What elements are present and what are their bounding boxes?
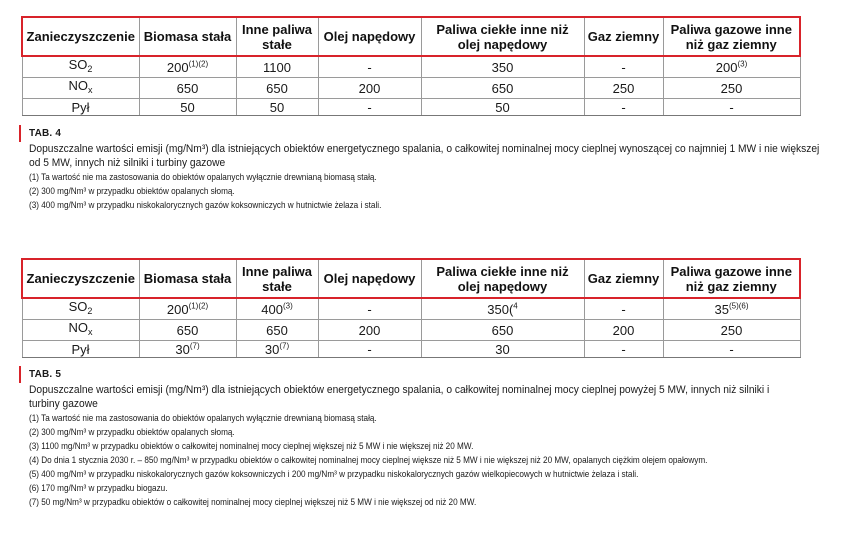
- table5-title: TAB. 5: [29, 369, 62, 380]
- cell-value: -: [621, 301, 626, 317]
- footnote-ref: (7): [189, 341, 200, 351]
- cell-value: 650: [266, 322, 288, 338]
- value-cell: [236, 298, 318, 320]
- pollutant-cell: [22, 320, 139, 341]
- value-cell: [663, 99, 800, 116]
- value-cell: [139, 78, 236, 99]
- footnote-ref: (1)(2): [188, 301, 209, 311]
- pollutant-cell: [22, 341, 139, 358]
- value-cell: [139, 56, 236, 78]
- emission-table-4: [21, 16, 801, 116]
- cell-value: 30: [175, 341, 190, 357]
- cell-value: -: [367, 99, 372, 115]
- cell-value: 250: [720, 80, 743, 96]
- value-cell: [236, 341, 318, 358]
- value-cell: [421, 341, 584, 358]
- header-liquid-fuels: Paliwa ciekłe inne niż olej napędowy: [421, 17, 584, 56]
- footnote: (6) 170 mg/Nm³ w przypadku biogazu.: [29, 483, 168, 494]
- table-row: [22, 341, 800, 358]
- table5-caption: [21, 369, 821, 510]
- table4-caption: [21, 128, 821, 213]
- footnote: (1) Ta wartość nie ma zastosowania do obiektów opalanych wyłącznie drewnianą biomasą stałą.: [29, 413, 377, 424]
- cell-value: 650: [491, 80, 514, 96]
- value-cell: [421, 56, 584, 78]
- footnote-ref: (1)(2): [188, 59, 209, 69]
- footnote: (3) 400 mg/Nm³ w przypadku niskokalorycznych gazów koksowniczych w hutnictwie żelaza i stali.: [29, 200, 382, 211]
- header-solid-biomass: Biomasa stała: [139, 259, 236, 298]
- header-other-gaseous-fuels: Paliwa gazowe inne niż gaz ziemny: [663, 17, 800, 56]
- value-cell: [663, 341, 800, 358]
- header-other-solid-fuels: Inne paliwa stałe: [236, 259, 318, 298]
- value-cell: [421, 298, 584, 320]
- header-pollutant: Zanieczyszczenie: [22, 17, 139, 56]
- footnote: (5) 400 mg/Nm³ w przypadku niskokalorycznych gazów koksowniczych i 200 mg/Nm³ w przypadku niskokalorycznych gazów wielkopiecowych w hutnictwie żelaza i stali.: [29, 469, 639, 480]
- pollutant-subscript: x: [88, 85, 93, 95]
- footnote-ref: (3): [282, 301, 293, 311]
- value-cell: [421, 99, 584, 116]
- pollutant-label: SO: [68, 299, 88, 314]
- pollutant-label: Pył: [71, 341, 90, 357]
- value-cell: [421, 78, 584, 99]
- header-diesel-oil: Olej napędowy: [318, 17, 421, 56]
- cell-value: 200: [715, 59, 738, 75]
- value-cell: [318, 99, 421, 116]
- table-row: [22, 78, 800, 99]
- table-row: [22, 298, 800, 320]
- cell-value: -: [621, 341, 626, 357]
- pollutant-cell: [22, 56, 139, 78]
- table4-title: TAB. 4: [29, 128, 62, 139]
- footnote-ref: (3): [737, 59, 748, 69]
- pollutant-cell: [22, 78, 139, 99]
- value-cell: [139, 341, 236, 358]
- header-other-gaseous-fuels: Paliwa gazowe inne niż gaz ziemny: [663, 259, 800, 298]
- table5-body: [22, 298, 800, 358]
- footnote: (2) 300 mg/Nm³ w przypadku obiektów opalanych słomą.: [29, 186, 235, 197]
- table4-description: Dopuszczalne wartości emisji (mg/Nm³) dla istniejących obiektów energetycznego spalania, o całkowitej nominalnej mocy cieplnej wynoszącej co najmniej 1 MW i nie większej od 5 MW, innych niż silniki i turbiny gazowe: [29, 143, 820, 169]
- value-cell: [421, 320, 584, 341]
- cell-value: 200: [358, 80, 381, 96]
- cell-value: 650: [266, 80, 288, 96]
- value-cell: [318, 298, 421, 320]
- footnote: (7) 50 mg/Nm³ w przypadku obiektów o całkowitej nominalnej mocy cieplnej większej niż 5 MW i nie większej od niż 20 MW.: [29, 497, 477, 508]
- header-natural-gas: Gaz ziemny: [584, 17, 663, 56]
- pollutant-cell: [22, 99, 139, 116]
- cell-value: 1100: [263, 59, 291, 75]
- cell-value: 250: [612, 80, 635, 96]
- footnote: (3) 1100 mg/Nm³ w przypadku obiektów o całkowitej nominalnej mocy cieplnej większej niż 5 MW i nie większej niż 20 MW.: [29, 441, 474, 452]
- cell-value: 50: [269, 99, 285, 115]
- cell-value: 200: [612, 322, 635, 338]
- header-solid-biomass: Biomasa stała: [139, 17, 236, 56]
- cell-value: -: [621, 59, 626, 75]
- cell-value: 650: [176, 80, 199, 96]
- cell-value: 50: [180, 99, 195, 115]
- value-cell: [139, 320, 236, 341]
- footnote-ref: (5)(6): [728, 301, 749, 311]
- value-cell: [236, 78, 318, 99]
- cell-value: 30: [264, 341, 280, 357]
- pollutant-label: NO: [68, 78, 88, 93]
- value-cell: [318, 320, 421, 341]
- value-cell: [236, 99, 318, 116]
- header-liquid-fuels: Paliwa ciekłe inne niż olej napędowy: [421, 259, 584, 298]
- footnote: (2) 300 mg/Nm³ w przypadku obiektów opalanych słomą.: [29, 427, 235, 438]
- value-cell: [663, 298, 800, 320]
- cell-value: 200: [166, 301, 189, 317]
- cell-value: -: [367, 301, 372, 317]
- table-row: [22, 320, 800, 341]
- header-pollutant: Zanieczyszczenie: [22, 259, 139, 298]
- value-cell: [318, 341, 421, 358]
- table4-body: [22, 56, 800, 116]
- header-other-solid-fuels: Inne paliwa stałe: [236, 17, 318, 56]
- header-diesel-oil: Olej napędowy: [318, 259, 421, 298]
- cell-value: 350: [491, 59, 514, 75]
- value-cell: [584, 78, 663, 99]
- pollutant-subscript: x: [88, 327, 93, 337]
- value-cell: [139, 298, 236, 320]
- value-cell: [139, 99, 236, 116]
- cell-value: 250: [720, 322, 743, 338]
- cell-value: -: [621, 99, 626, 115]
- footnote-ref: 4: [513, 301, 518, 311]
- cell-value: 650: [491, 322, 514, 338]
- value-cell: [236, 320, 318, 341]
- pollutant-label: NO: [68, 320, 88, 335]
- table5-notes: [21, 412, 821, 510]
- value-cell: [584, 320, 663, 341]
- pollutant-cell: [22, 298, 139, 320]
- value-cell: [663, 78, 800, 99]
- footnote: (4) Do dnia 1 stycznia 2030 r. – 850 mg/Nm³ w przypadku obiektów o całkowitej nominalnej mocy cieplnej większe niż 5 MW i nie większej niż 20 MW, opalanych ciężkim olejem opałowym.: [29, 455, 708, 466]
- cell-value: 35: [714, 301, 729, 317]
- footnote-ref: (7): [279, 341, 290, 351]
- table-row: [22, 99, 800, 116]
- table4-notes: [21, 171, 821, 213]
- value-cell: [236, 56, 318, 78]
- table5-description: Dopuszczalne wartości emisji (mg/Nm³) dla istniejących obiektów energetycznego spalania, o całkowitej nominalnej mocy cieplnej powyżej 5 MW, innych niż silniki i turbiny gazowe: [29, 384, 770, 410]
- cell-value: -: [729, 99, 734, 115]
- value-cell: [318, 78, 421, 99]
- pollutant-label: Pył: [71, 99, 90, 115]
- value-cell: [318, 56, 421, 78]
- value-cell: [584, 99, 663, 116]
- cell-value: 350(: [487, 301, 514, 317]
- value-cell: [663, 320, 800, 341]
- cell-value: -: [729, 341, 734, 357]
- cell-value: 50: [495, 99, 510, 115]
- value-cell: [584, 56, 663, 78]
- cell-value: -: [367, 341, 372, 357]
- cell-value: 200: [358, 322, 381, 338]
- value-cell: [584, 298, 663, 320]
- cell-value: 30: [495, 341, 510, 357]
- pollutant-subscript: 2: [87, 306, 93, 316]
- value-cell: [584, 341, 663, 358]
- pollutant-label: SO: [68, 57, 88, 72]
- pollutant-subscript: 2: [87, 64, 93, 74]
- header-natural-gas: Gaz ziemny: [584, 259, 663, 298]
- value-cell: [663, 56, 800, 78]
- cell-value: 200: [166, 59, 189, 75]
- table-row: [22, 56, 800, 78]
- cell-value: 650: [176, 322, 199, 338]
- cell-value: -: [367, 59, 372, 75]
- footnote: (1) Ta wartość nie ma zastosowania do obiektów opalanych wyłącznie drewnianą biomasą stałą.: [29, 172, 377, 183]
- cell-value: 400: [261, 301, 283, 317]
- emission-table-5: [21, 258, 801, 358]
